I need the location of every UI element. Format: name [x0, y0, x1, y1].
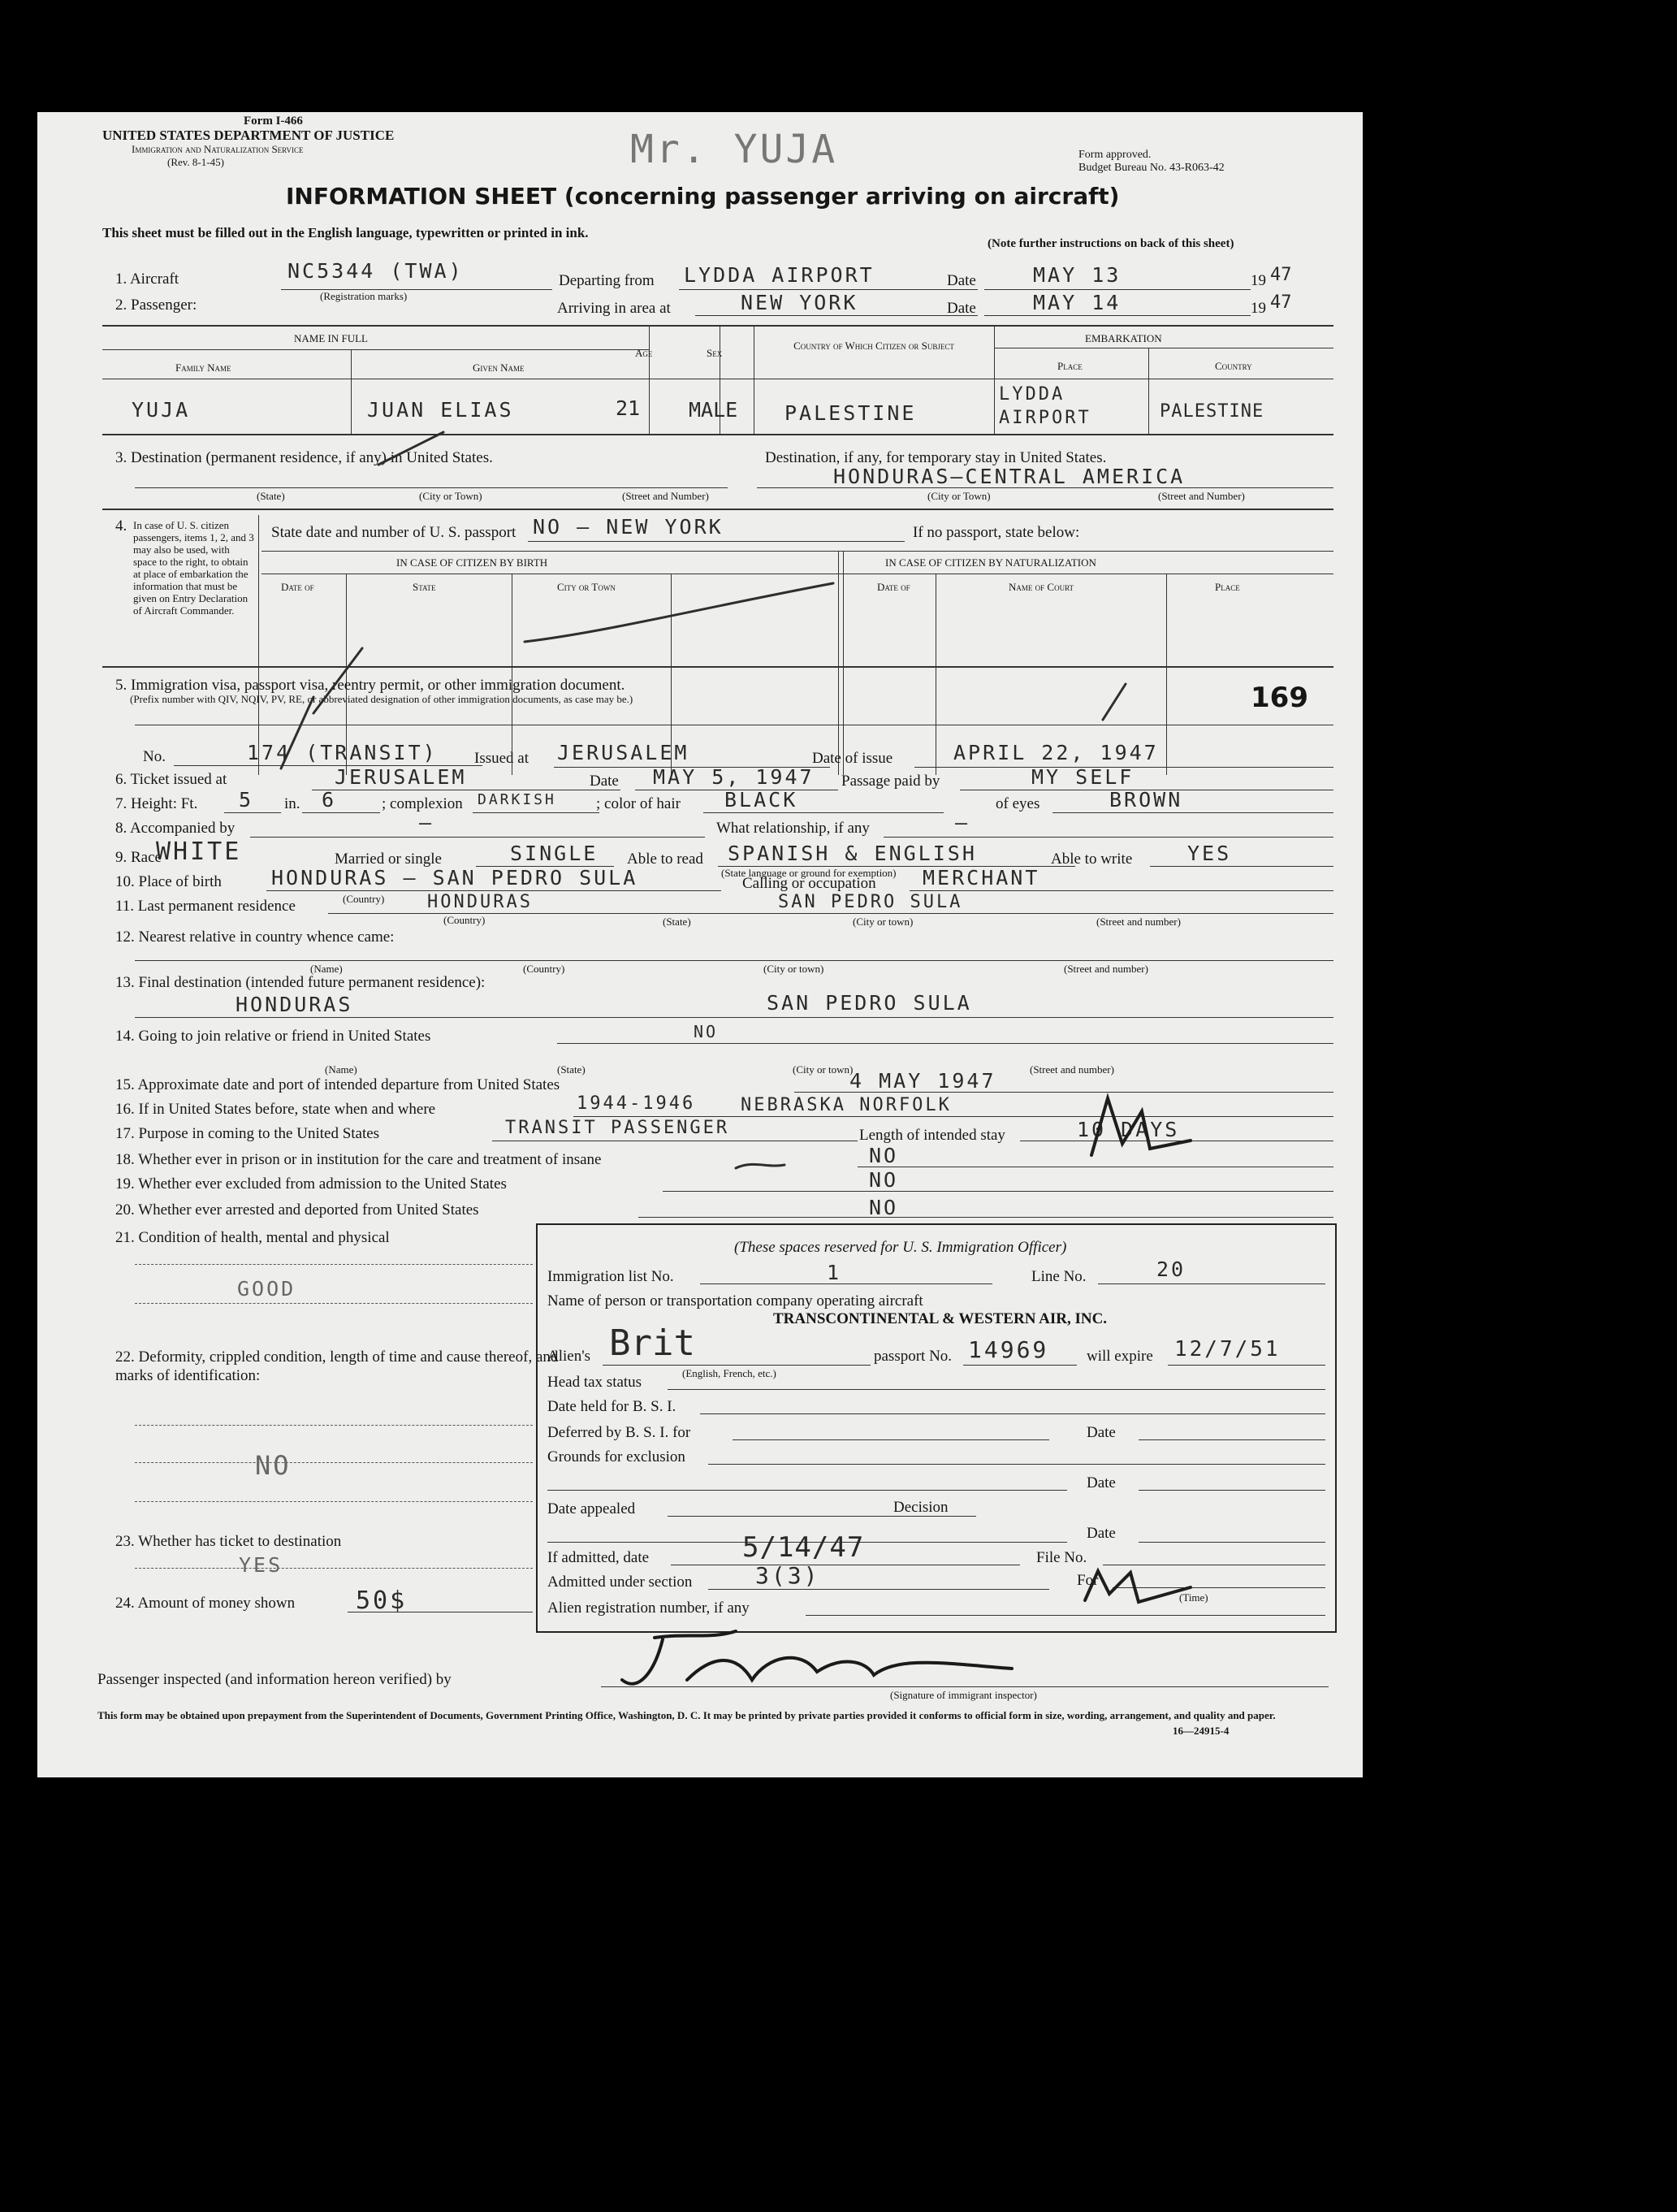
departure-label: 15. Approximate date and port of intended departure from United States [115, 1076, 560, 1093]
length-stay-value: 10 DAYS [1077, 1118, 1180, 1141]
arriving-date-value: MAY 14 [1033, 291, 1122, 314]
for-label: For [1077, 1572, 1099, 1589]
final-destination-label: 13. Final destination (intended future permanent residence): [115, 974, 486, 991]
grounds-date-label: Date [1087, 1474, 1116, 1491]
date-appealed-label: Date appealed [547, 1500, 636, 1517]
footer-text: This form may be obtained upon prepayment from the Superintendent of Documents, Government Printing Office, Washington, D. C. It may be printed by private parties provided it conforms to official form in size, wording, arrangement, and quality and paper. [97, 1709, 1276, 1721]
form-instruction: This sheet must be filled out in the English language, typewritten or printed in ink. [102, 225, 589, 240]
section-value: 3(3) [755, 1562, 820, 1589]
item3-label: 3. Destination (permanent residence, if any) in United States. [115, 449, 493, 466]
calling-label: Calling or occupation [742, 875, 876, 892]
citizen-birth-header: IN CASE OF CITIZEN BY BIRTH [396, 556, 548, 569]
service: Immigration and Naturalization Service [132, 143, 304, 155]
friend-street-caption: (Street and number) [1030, 1063, 1114, 1076]
age-value: 21 [616, 396, 641, 420]
decision-date-label: Date [1087, 1525, 1116, 1542]
birth-place-value: HONDURAS — SAN PEDRO SULA [271, 866, 638, 890]
citizen-nat-header: IN CASE OF CITIZEN BY NATURALIZATION [885, 556, 1096, 569]
departure-value: 4 MAY 1947 [849, 1069, 996, 1093]
friend-city-caption: (City or town) [793, 1063, 854, 1076]
birth-date-header: Date of [281, 581, 314, 593]
before-when-value: 1944-1946 [577, 1093, 696, 1114]
length-stay-initials-icon [1091, 1098, 1191, 1155]
eyes-value: BROWN [1109, 788, 1183, 812]
departing-date-value: MAY 13 [1033, 263, 1122, 287]
passport-no-value: 14969 [968, 1336, 1049, 1363]
married-label: Married or single [335, 851, 442, 868]
company-value: TRANSCONTINENTAL & WESTERN AIR, INC. [773, 1310, 1108, 1327]
friend-state-caption: (State) [557, 1063, 586, 1076]
item5-sub: (Prefix number with QIV, NQIV, PV, RE, or abbreviated designation of other immigration documents, as case may be.) [130, 693, 633, 705]
height-in-value: 6 [322, 788, 337, 812]
english-french-caption: (English, French, etc.) [682, 1367, 776, 1379]
arriving-value: NEW YORK [741, 291, 858, 314]
form-number: Form I-466 [244, 115, 303, 128]
issued-at-label: Issued at [474, 750, 529, 767]
race-label: 9. Race [115, 849, 162, 866]
form-note: (Note further instructions on back of this sheet) [988, 237, 1234, 250]
imm-list-value: 1 [827, 1261, 842, 1284]
decision-label: Decision [893, 1499, 949, 1516]
inspected-label: Passenger inspected (and information hereon verified) by [97, 1671, 452, 1688]
aliens-label: Alien's [547, 1348, 591, 1365]
prison-label: 18. Whether ever in prison or in institution for the care and treatment of insane [115, 1151, 602, 1168]
deformity-value: NO [255, 1450, 292, 1481]
information-sheet [37, 112, 1363, 1777]
embarkation-header: EMBARKATION [1085, 332, 1162, 344]
doc-no-label: No. [143, 748, 166, 765]
aircraft-value: NC5344 (TWA) [287, 259, 464, 283]
passage-paid-value: MY SELF [1031, 765, 1135, 789]
handwritten-marks [37, 112, 1363, 1777]
final-city-value: SAN PEDRO SULA [767, 991, 972, 1015]
line-no-label: Line No. [1031, 1268, 1087, 1285]
ticket-issued-value: JERUSALEM [335, 765, 467, 789]
ticket-date-value: MAY 5, 1947 [653, 765, 815, 789]
relationship-label: What relationship, if any [716, 820, 870, 837]
reserved-caption: (These spaces reserved for U. S. Immigration Officer) [734, 1239, 1067, 1256]
visa-slash-mark [313, 648, 362, 713]
relative-street-caption: (Street and number) [1064, 963, 1148, 975]
money-label: 24. Amount of money shown [115, 1595, 296, 1612]
date-of-issue-label: Date of issue [812, 750, 893, 767]
budget-bureau: Budget Bureau No. 43-R063-42 [1078, 162, 1225, 174]
ticket-destination-value: YES [239, 1553, 283, 1577]
state-language-caption: (State language or ground for exemption) [721, 867, 897, 879]
ticket-destination-label: 23. Whether has ticket to destination [115, 1533, 342, 1550]
item5-label: 5. Immigration visa, passport visa, reentry permit, or other immigration document. [115, 677, 625, 694]
hair-value: BLACK [724, 788, 798, 812]
last-res-state-caption: (State) [663, 916, 691, 928]
line-no-value: 20 [1156, 1258, 1186, 1281]
visa-tick-mark [1103, 684, 1126, 720]
deferred-label: Deferred by B. S. I. for [547, 1424, 691, 1441]
will-expire-label: will expire [1087, 1348, 1153, 1365]
date-held-label: Date held for B. S. I. [547, 1398, 676, 1415]
excluded-value: NO [869, 1168, 899, 1192]
date-of-issue-value: APRIL 22, 1947 [953, 741, 1159, 764]
excluded-label: 19. Whether ever excluded from admission to the United States [115, 1175, 507, 1193]
nearest-relative-label: 12. Nearest relative in country whence came: [115, 929, 395, 946]
health-value: GOOD [237, 1277, 296, 1301]
accompanied-label: 8. Accompanied by [115, 820, 236, 837]
sex-value: MALE [689, 398, 738, 422]
revision: (Rev. 8-1-45) [167, 156, 224, 168]
citizen-header: Country of Which Citizen or Subject [793, 340, 954, 352]
nat-place-header: Place [1215, 581, 1240, 593]
arriving-year-value: 47 [1270, 292, 1292, 313]
approved-note: Form approved. [1078, 149, 1152, 161]
married-value: SINGLE [510, 842, 599, 865]
nat-date-header: Date of [877, 581, 910, 593]
money-value: 50$ [356, 1586, 408, 1615]
departing-label: Departing from [559, 272, 655, 289]
alien-reg-label: Alien registration number, if any [547, 1599, 750, 1617]
if-admitted-label: If admitted, date [547, 1549, 650, 1566]
race-value: WHITE [156, 838, 242, 866]
stamp-number: 169 [1251, 682, 1308, 714]
relative-country-caption: (Country) [523, 963, 565, 975]
able-read-value: SPANISH & ENGLISH [728, 842, 977, 865]
doc-no-value: 174 (TRANSIT) [247, 741, 438, 764]
able-write-label: Able to write [1051, 851, 1133, 868]
temp-destination-value: HONDURAS—CENTRAL AMERICA [833, 465, 1186, 488]
head-tax-label: Head tax status [547, 1374, 642, 1391]
citizen-value: PALESTINE [784, 401, 917, 425]
hair-label: ; color of hair [596, 795, 681, 812]
health-label: 21. Condition of health, mental and physical [115, 1229, 390, 1246]
last-residence-label: 11. Last permanent residence [115, 898, 296, 915]
item4-number: 4. [115, 517, 128, 535]
ticket-issued-label: 6. Ticket issued at [115, 771, 227, 788]
birth-state-header: State [413, 581, 436, 593]
join-relative-value: NO [694, 1022, 719, 1041]
departing-year-label: 19 [1251, 272, 1266, 289]
passenger-label: 2. Passenger: [115, 297, 197, 314]
arriving-label: Arriving in area at [557, 300, 671, 317]
dest-street-caption: (Street and Number) [622, 490, 709, 502]
able-read-label: Able to read [627, 851, 703, 868]
before-where-value: NEBRASKA NORFOLK [741, 1095, 952, 1115]
ticket-date-label: Date [590, 773, 619, 790]
height-label: 7. Height: Ft. [115, 795, 198, 812]
relative-name-caption: (Name) [310, 963, 343, 975]
file-no-label: File No. [1036, 1549, 1087, 1566]
no-citizen-strike-mark [525, 583, 833, 642]
family-name-header: Family Name [175, 361, 231, 374]
last-res-country-caption: (Country) [443, 914, 486, 926]
embark-country-value: PALESTINE [1160, 401, 1264, 422]
arriving-date-label: Date [947, 300, 976, 317]
passport-us-value: NO — NEW YORK [533, 515, 724, 539]
final-country-value: HONDURAS [236, 993, 353, 1016]
relationship-value: — [955, 811, 970, 834]
grounds-label: Grounds for exclusion [547, 1448, 685, 1465]
issued-at-value: JERUSALEM [557, 741, 689, 764]
departing-year-value: 47 [1270, 265, 1292, 285]
last-residence-country-value: HONDURAS [427, 892, 533, 912]
court-header: Name of Court [1009, 581, 1074, 593]
family-name-value: YUJA [132, 398, 191, 422]
birth-country-caption: (Country) [343, 893, 385, 905]
inspector-signature-icon [622, 1631, 1012, 1684]
dest-city-caption: (City or Town) [419, 490, 482, 502]
last-residence-city-value: SAN PEDRO SULA [778, 892, 963, 912]
purpose-value: TRANSIT PASSENGER [505, 1118, 730, 1138]
embark-country-header: Country [1215, 360, 1252, 372]
company-label: Name of person or transportation company operating aircraft [547, 1292, 923, 1309]
temp-city-caption: (City or Town) [927, 490, 991, 502]
if-no-passport-label: If no passport, state below: [913, 524, 1080, 541]
registration-marks: (Registration marks) [320, 290, 408, 302]
department: UNITED STATES DEPARTMENT OF JUSTICE [102, 128, 395, 143]
height-ft-value: 5 [239, 788, 254, 812]
aliens-type-value: Brit [609, 1322, 695, 1364]
birth-city-header: City or Town [557, 581, 616, 593]
departing-value: LYDDA AIRPORT [684, 263, 875, 287]
embark-place-value: LYDDA AIRPORT [999, 384, 1091, 428]
visa-slash-mark-2 [281, 697, 313, 768]
admitted-date-value: 5/14/47 [742, 1531, 865, 1564]
passport-no-label: passport No. [874, 1348, 953, 1365]
item3b-label: Destination, if any, for temporary stay in United States. [765, 449, 1107, 466]
time-initials-icon [1085, 1571, 1191, 1602]
length-stay-label: Length of intended stay [859, 1127, 1005, 1144]
print-code: 16—24915-4 [1173, 1725, 1230, 1737]
name-in-full-header: NAME IN FULL [294, 332, 368, 344]
relative-city-caption: (City or town) [763, 963, 824, 975]
admitted-under-label: Admitted under section [547, 1574, 693, 1591]
eyes-label: of eyes [996, 795, 1040, 812]
able-write-value: YES [1187, 842, 1232, 865]
arriving-year-label: 19 [1251, 300, 1266, 317]
passage-paid-label: Passage paid by [841, 773, 940, 790]
occupation-value: MERCHANT [923, 866, 1040, 890]
passport-state-label: State date and number of U. S. passport [271, 524, 516, 541]
birth-place-label: 10. Place of birth [115, 873, 222, 890]
sex-header: Sex [707, 347, 723, 359]
age-header: Age [635, 347, 653, 359]
form-title: INFORMATION SHEET (concerning passenger arriving on aircraft) [286, 183, 1120, 210]
temp-street-caption: (Street and Number) [1158, 490, 1245, 502]
height-in-label: in. [284, 795, 300, 812]
last-res-city-caption: (City or town) [853, 916, 914, 928]
destination-dash-mark [378, 432, 443, 465]
purpose-label: 17. Purpose in coming to the United States [115, 1125, 380, 1142]
aircraft-label: 1. Aircraft [115, 271, 179, 288]
before-mark [736, 1164, 784, 1168]
complexion-value: DARKISH [478, 791, 556, 808]
friend-name-caption: (Name) [325, 1063, 357, 1076]
will-expire-value: 12/7/51 [1174, 1337, 1281, 1361]
complexion-label: ; complexion [382, 795, 463, 812]
join-relative-label: 14. Going to join relative or friend in United States [115, 1028, 431, 1045]
before-label: 16. If in United States before, state when and where [115, 1101, 436, 1118]
accompanied-value: — [419, 811, 434, 834]
item4-text: In case of U. S. citizen passengers, items 1, 2, and 3 may also be used, with space to the right, to obtain at place of embarkation the information that must be given on Entry Declaration of Aircraft Commander. [133, 519, 254, 617]
deferred-date-label: Date [1087, 1424, 1116, 1441]
prison-value: NO [869, 1144, 899, 1167]
time-caption: (Time) [1179, 1591, 1208, 1604]
header-handwriting: Mr. YUJA [630, 127, 838, 172]
last-res-street-caption: (Street and number) [1096, 916, 1181, 928]
embark-place-header: Place [1057, 360, 1083, 372]
imm-list-label: Immigration list No. [547, 1268, 674, 1285]
deformity-label: 22. Deformity, crippled condition, length of time and cause thereof, and marks of identification: [115, 1348, 559, 1384]
deported-label: 20. Whether ever arrested and deported from United States [115, 1201, 479, 1219]
dest-state-caption: (State) [257, 490, 285, 502]
given-name-value: JUAN ELIAS [367, 398, 514, 422]
departing-date-label: Date [947, 272, 976, 289]
given-name-header: Given Name [473, 361, 525, 374]
deported-value: NO [869, 1196, 899, 1219]
signature-caption: (Signature of immigrant inspector) [890, 1689, 1037, 1701]
